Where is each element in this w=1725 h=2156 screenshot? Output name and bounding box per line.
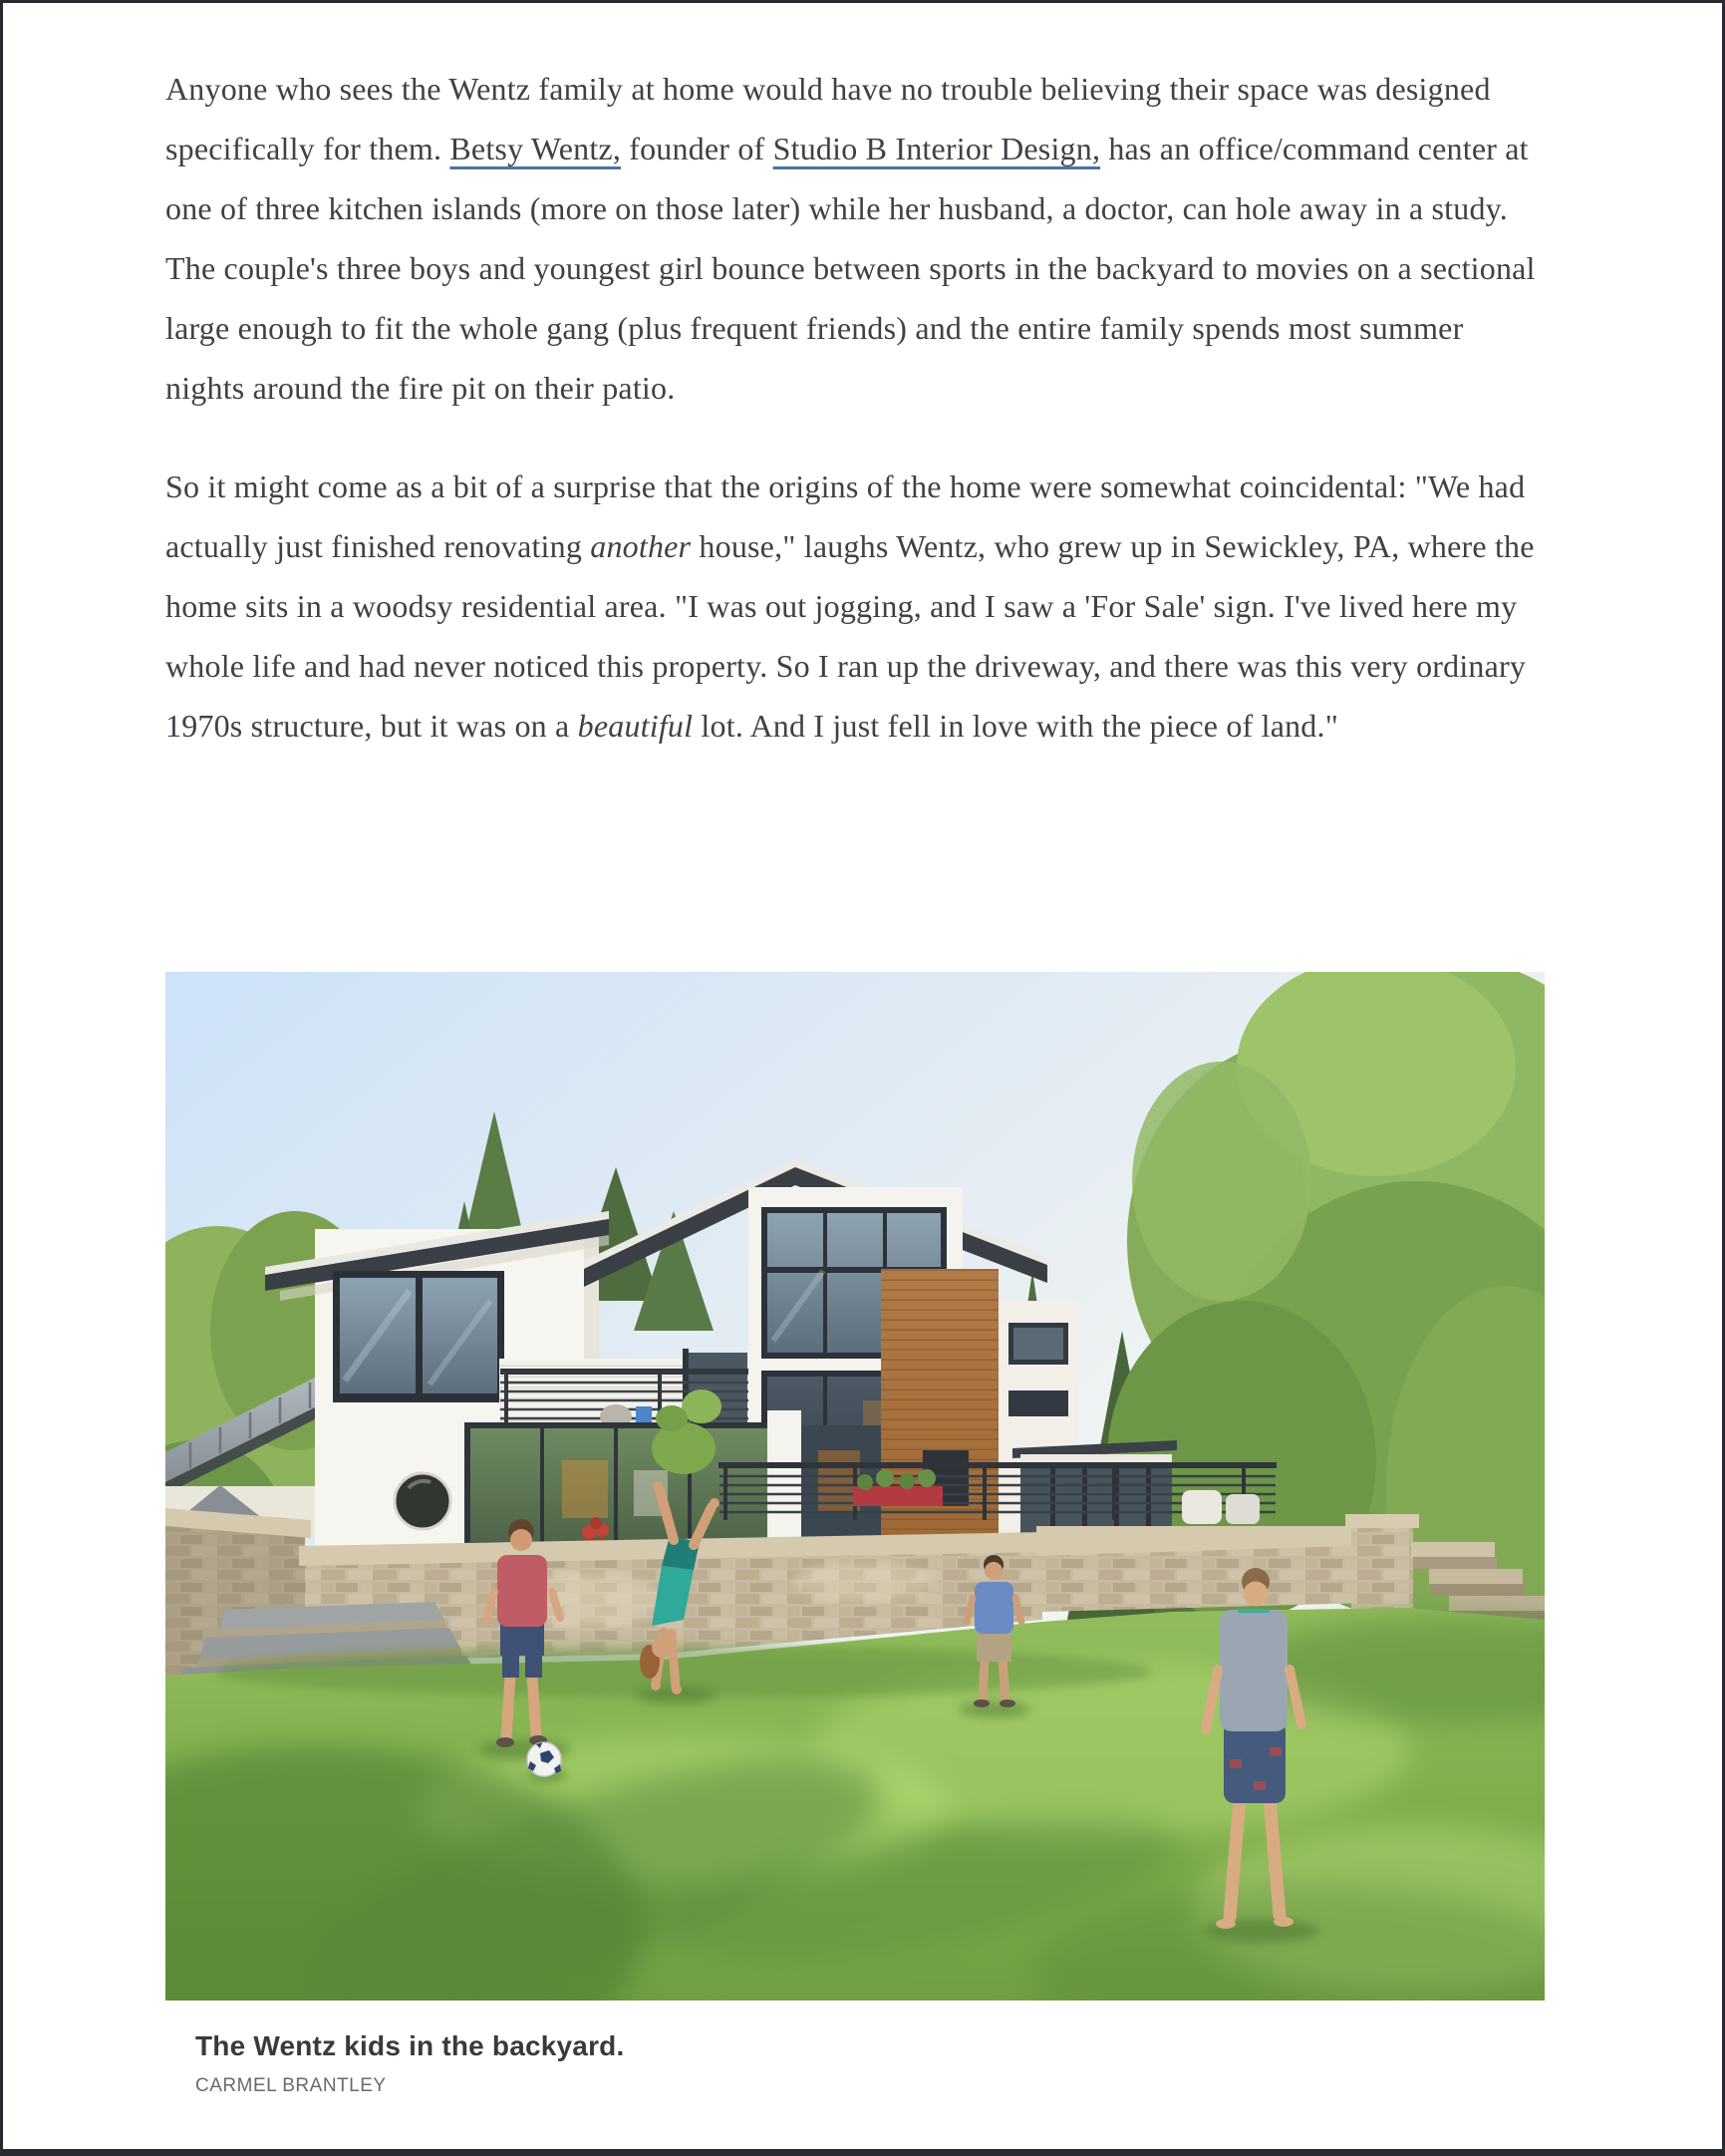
text-run: has an office/command center at one of three kitchen islands (more on those later) while her husband, a doctor, can hole away in a study. The couple's three boys and youngest girl bounce between sports in the backyard to movies on a sectional large enough to fit the whole gang (plus frequent friends) and the entire family spends most summer nights around the fire pit on their patio. xyxy=(165,131,1536,406)
text-run: So it might come as a bit of a surprise that the origins of the home were somewhat coincidental: "We had actually just finished renovating xyxy=(165,468,1526,564)
photo-credit: CARMEL BRANTLEY xyxy=(195,2075,387,2096)
upper-left-windows xyxy=(333,1271,504,1402)
article-content xyxy=(3,3,1722,2097)
italic-text: another xyxy=(590,528,692,564)
patio-furniture xyxy=(1182,1490,1260,1524)
article-body xyxy=(165,3,1545,972)
backyard-photo xyxy=(165,972,1545,2001)
text-run: lot. And I just fell in love with the piece of land." xyxy=(693,708,1338,744)
text-run: founder of xyxy=(621,131,773,166)
text-run: Anyone who sees the Wentz family at home would have no trouble believing their space was designed specifically for them. xyxy=(165,71,1491,166)
article-paragraph xyxy=(165,59,1545,418)
inline-link[interactable]: Betsy Wentz, xyxy=(449,131,622,166)
figure-caption-block xyxy=(165,2030,1545,2097)
inline-link[interactable]: Studio B Interior Design, xyxy=(772,131,1101,166)
text-run: house," laughs Wentz, who grew up in Sewickley, PA, where the home sits in a woodsy residential area. "I was out jogging, and I saw a 'For Sale' sign. I've lived here my whole life and had never noticed this property. So I ran up the driveway, and there was this very ordinary 1970s structure, but it was on a xyxy=(165,528,1535,744)
article-figure xyxy=(165,972,1545,2097)
photo-caption: The Wentz kids in the backyard. xyxy=(195,2030,625,2061)
article-paragraph xyxy=(165,457,1545,756)
lawn xyxy=(165,1608,1545,2001)
italic-text: beautiful xyxy=(577,708,694,744)
